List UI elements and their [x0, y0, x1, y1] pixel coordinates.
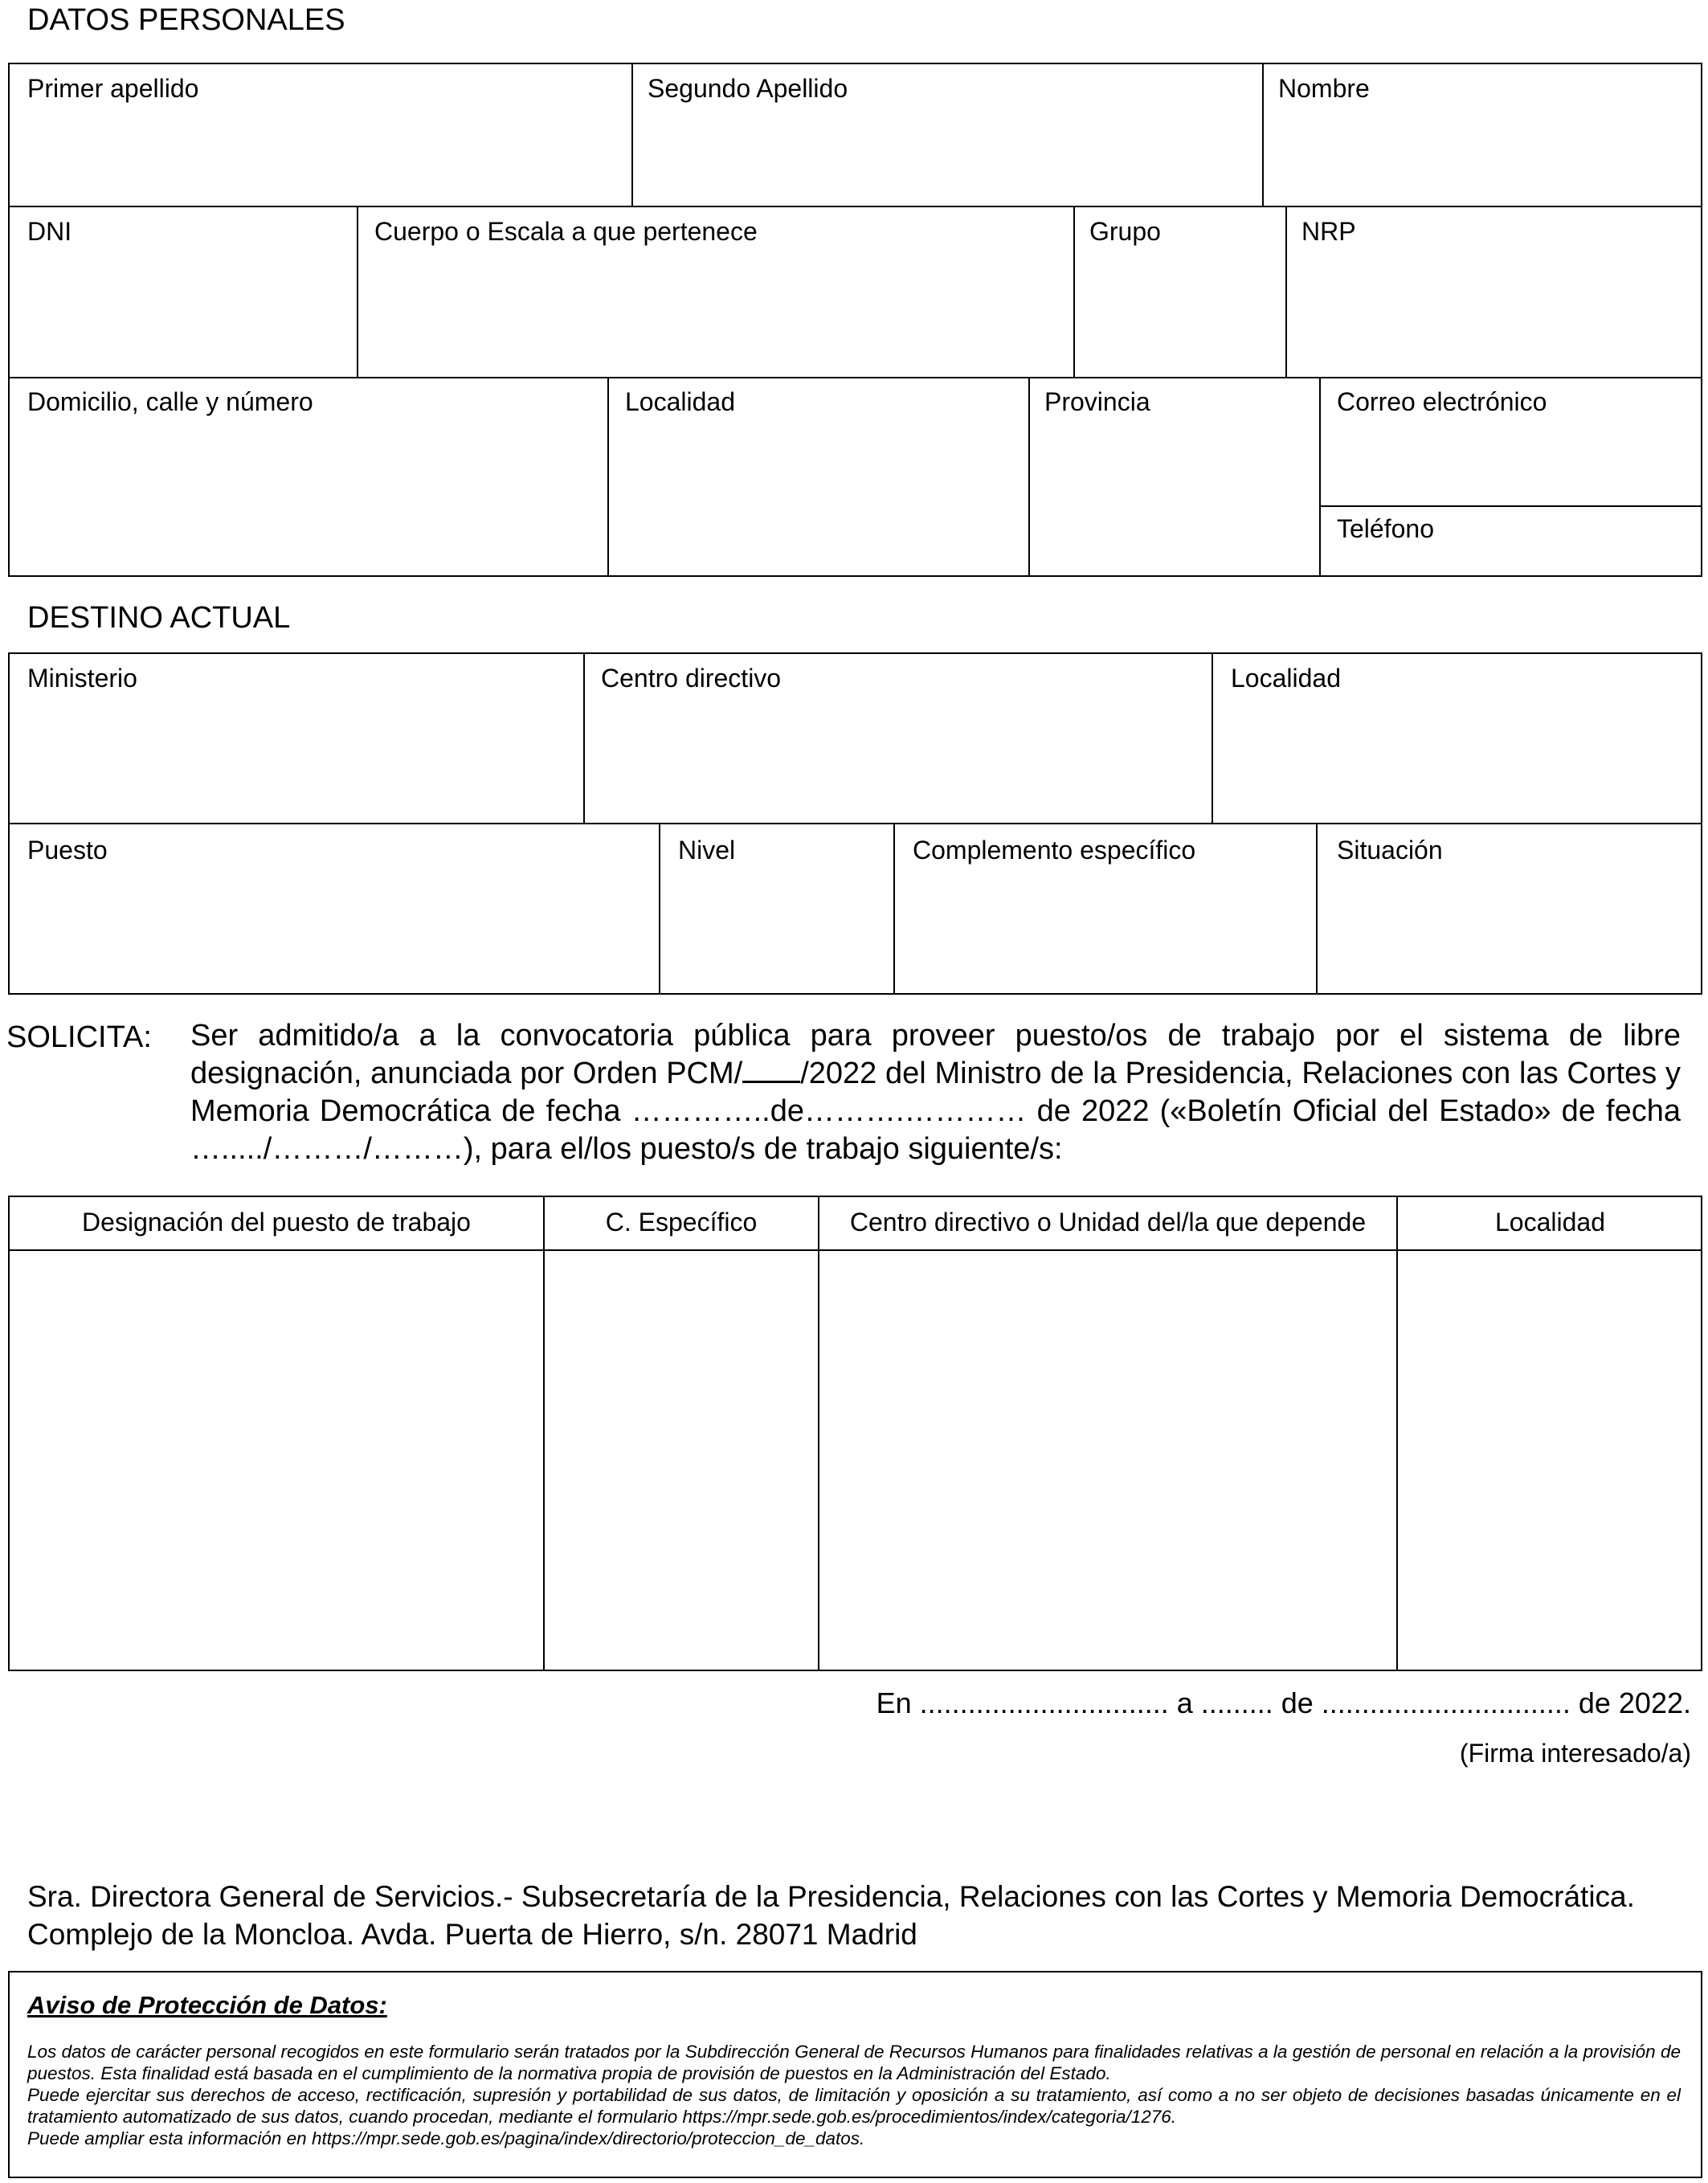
- label-nrp: NRP: [1301, 217, 1356, 246]
- solicita-text: [190, 1017, 1681, 1168]
- row-divider: [8, 823, 1702, 824]
- label-nombre: Nombre: [1278, 74, 1370, 103]
- c-especifico-field[interactable]: [546, 1253, 816, 1668]
- label-dni: DNI: [27, 217, 72, 246]
- telefono-field[interactable]: [1322, 546, 1699, 574]
- col-divider: [1028, 377, 1030, 577]
- label-nivel: Nivel: [678, 836, 736, 865]
- header-designacion: Designación del puesto de trabajo: [82, 1208, 471, 1237]
- destino-localidad-field[interactable]: [1215, 699, 1699, 820]
- destinatario-line2: Complejo de la Moncloa. Avda. Puerta de Hierro, s/n. 28071 Madrid: [27, 1918, 917, 1951]
- col-divider: [818, 1196, 819, 1671]
- col-divider: [1285, 206, 1287, 377]
- label-provincia: Provincia: [1044, 387, 1150, 416]
- dni-field[interactable]: [11, 256, 353, 374]
- section-title-destino-actual: DESTINO ACTUAL: [27, 601, 291, 635]
- centro-unidad-field[interactable]: [821, 1253, 1395, 1668]
- nivel-field[interactable]: [662, 871, 890, 991]
- firma-label: (Firma interesado/a): [1459, 1739, 1691, 1768]
- designacion-puesto-field[interactable]: [11, 1253, 541, 1668]
- col-divider: [1262, 63, 1264, 206]
- row-divider: [8, 377, 1702, 378]
- col-divider: [543, 1196, 545, 1671]
- orden-number-blank[interactable]: [742, 1057, 800, 1083]
- col-divider: [631, 63, 633, 206]
- cell-divider: [1319, 505, 1702, 507]
- solicita-text-part1: Ser admitido/a a la convocatoria pública para proveer puesto/os de trabajo por el sistema de libre designación, anunciada por Orden PCM/: [190, 1019, 1681, 1090]
- label-destino-localidad: Localidad: [1231, 664, 1341, 693]
- label-complemento-especifico: Complemento específico: [913, 836, 1196, 865]
- header-c-especifico: C. Específico: [605, 1208, 758, 1237]
- label-grupo: Grupo: [1089, 217, 1161, 246]
- grupo-field[interactable]: [1077, 256, 1282, 374]
- puesto-field[interactable]: [11, 871, 656, 991]
- col-divider: [583, 652, 585, 823]
- header-localidad: Localidad: [1495, 1208, 1605, 1237]
- label-primer-apellido: Primer apellido: [27, 74, 199, 103]
- col-divider: [357, 206, 358, 377]
- destinatario-line1: Sra. Directora General de Servicios.- Subsecretaría de la Presidencia, Relaciones con las Cortes y Memoria Democrática.: [27, 1880, 1635, 1913]
- localidad-field[interactable]: [611, 427, 1025, 574]
- provincia-field[interactable]: [1032, 427, 1316, 574]
- ministerio-field[interactable]: [11, 699, 580, 820]
- label-situacion: Situación: [1337, 836, 1443, 865]
- col-divider: [607, 377, 609, 577]
- col-divider: [893, 823, 895, 995]
- label-localidad: Localidad: [625, 387, 735, 416]
- label-cuerpo-escala: Cuerpo o Escala a que pertenece: [374, 217, 758, 246]
- fecha-line: En ............................... a ......... de ............................... de 2022.: [876, 1686, 1691, 1719]
- col-divider: [1396, 1196, 1398, 1671]
- nrp-field[interactable]: [1289, 256, 1699, 374]
- col-divider: [1316, 823, 1318, 995]
- aviso-paragraph-2: Puede ejercitar sus derechos de acceso, rectificación, supresión y portabilidad de sus datos, de limitación y oposición a su tratamiento, así como a no ser objeto de decisiones basadas únicamente en el tratamiento automatizado de sus datos, cuando procedan, mediante el formulario https://mpr.sede.gob.es/procedimientos/index/categoria/1276.: [27, 2085, 1681, 2127]
- domicilio-field[interactable]: [11, 427, 604, 574]
- cuerpo-escala-field[interactable]: [360, 256, 1070, 374]
- label-puesto: Puesto: [27, 836, 108, 865]
- header-divider: [8, 1249, 1702, 1251]
- col-divider: [1212, 652, 1213, 823]
- puesto-localidad-field[interactable]: [1399, 1253, 1699, 1668]
- label-segundo-apellido: Segundo Apellido: [648, 74, 848, 103]
- section-title-datos-personales: DATOS PERSONALES: [27, 3, 345, 37]
- aviso-paragraph-1: Los datos de carácter personal recogidos en este formulario serán tratados por la Subdirección General de Recursos Humanos para finalidades relativas a la gestión de personal en relación a la provisión de puestos. Esta finalidad está basada en el cumplimiento de la normativa propia de provisión de puestos en la Administración del Estado.: [27, 2042, 1681, 2083]
- label-telefono: Teléfono: [1337, 514, 1434, 543]
- solicita-label: SOLICITA:: [6, 1020, 152, 1054]
- centro-directivo-field[interactable]: [586, 699, 1208, 820]
- complemento-especifico-field[interactable]: [897, 871, 1313, 991]
- situacion-field[interactable]: [1319, 871, 1699, 991]
- solicita-text-part2: /2022 del Ministro de la Presidencia, Relaciones con las Cortes y Memoria Democrática de fecha …………..de……….………… de 2022 («Boletín Oficial del Estado» de fecha …...../………/………), para el/los puesto/s de trabajo siguiente/s:: [190, 1057, 1681, 1166]
- primer-apellido-field[interactable]: [11, 112, 628, 202]
- aviso-paragraph-3: Puede ampliar esta información en https://mpr.sede.gob.es/pagina/index/directorio/proteccion_de_datos.: [27, 2128, 865, 2148]
- segundo-apellido-field[interactable]: [635, 112, 1259, 202]
- label-centro-directivo: Centro directivo: [601, 664, 782, 693]
- aviso-title: Aviso de Protección de Datos:: [27, 1991, 387, 2019]
- header-centro-directivo: Centro directivo o Unidad del/la que depende: [849, 1208, 1367, 1237]
- correo-electronico-field[interactable]: [1322, 427, 1699, 503]
- col-divider: [659, 823, 660, 995]
- col-divider: [1319, 377, 1321, 577]
- label-ministerio: Ministerio: [27, 664, 137, 693]
- col-divider: [1073, 206, 1075, 377]
- aviso-body: [27, 2041, 1681, 2149]
- label-correo-electronico: Correo electrónico: [1337, 387, 1547, 416]
- nombre-field[interactable]: [1265, 112, 1699, 202]
- row-divider: [8, 206, 1702, 207]
- label-domicilio: Domicilio, calle y número: [27, 387, 313, 416]
